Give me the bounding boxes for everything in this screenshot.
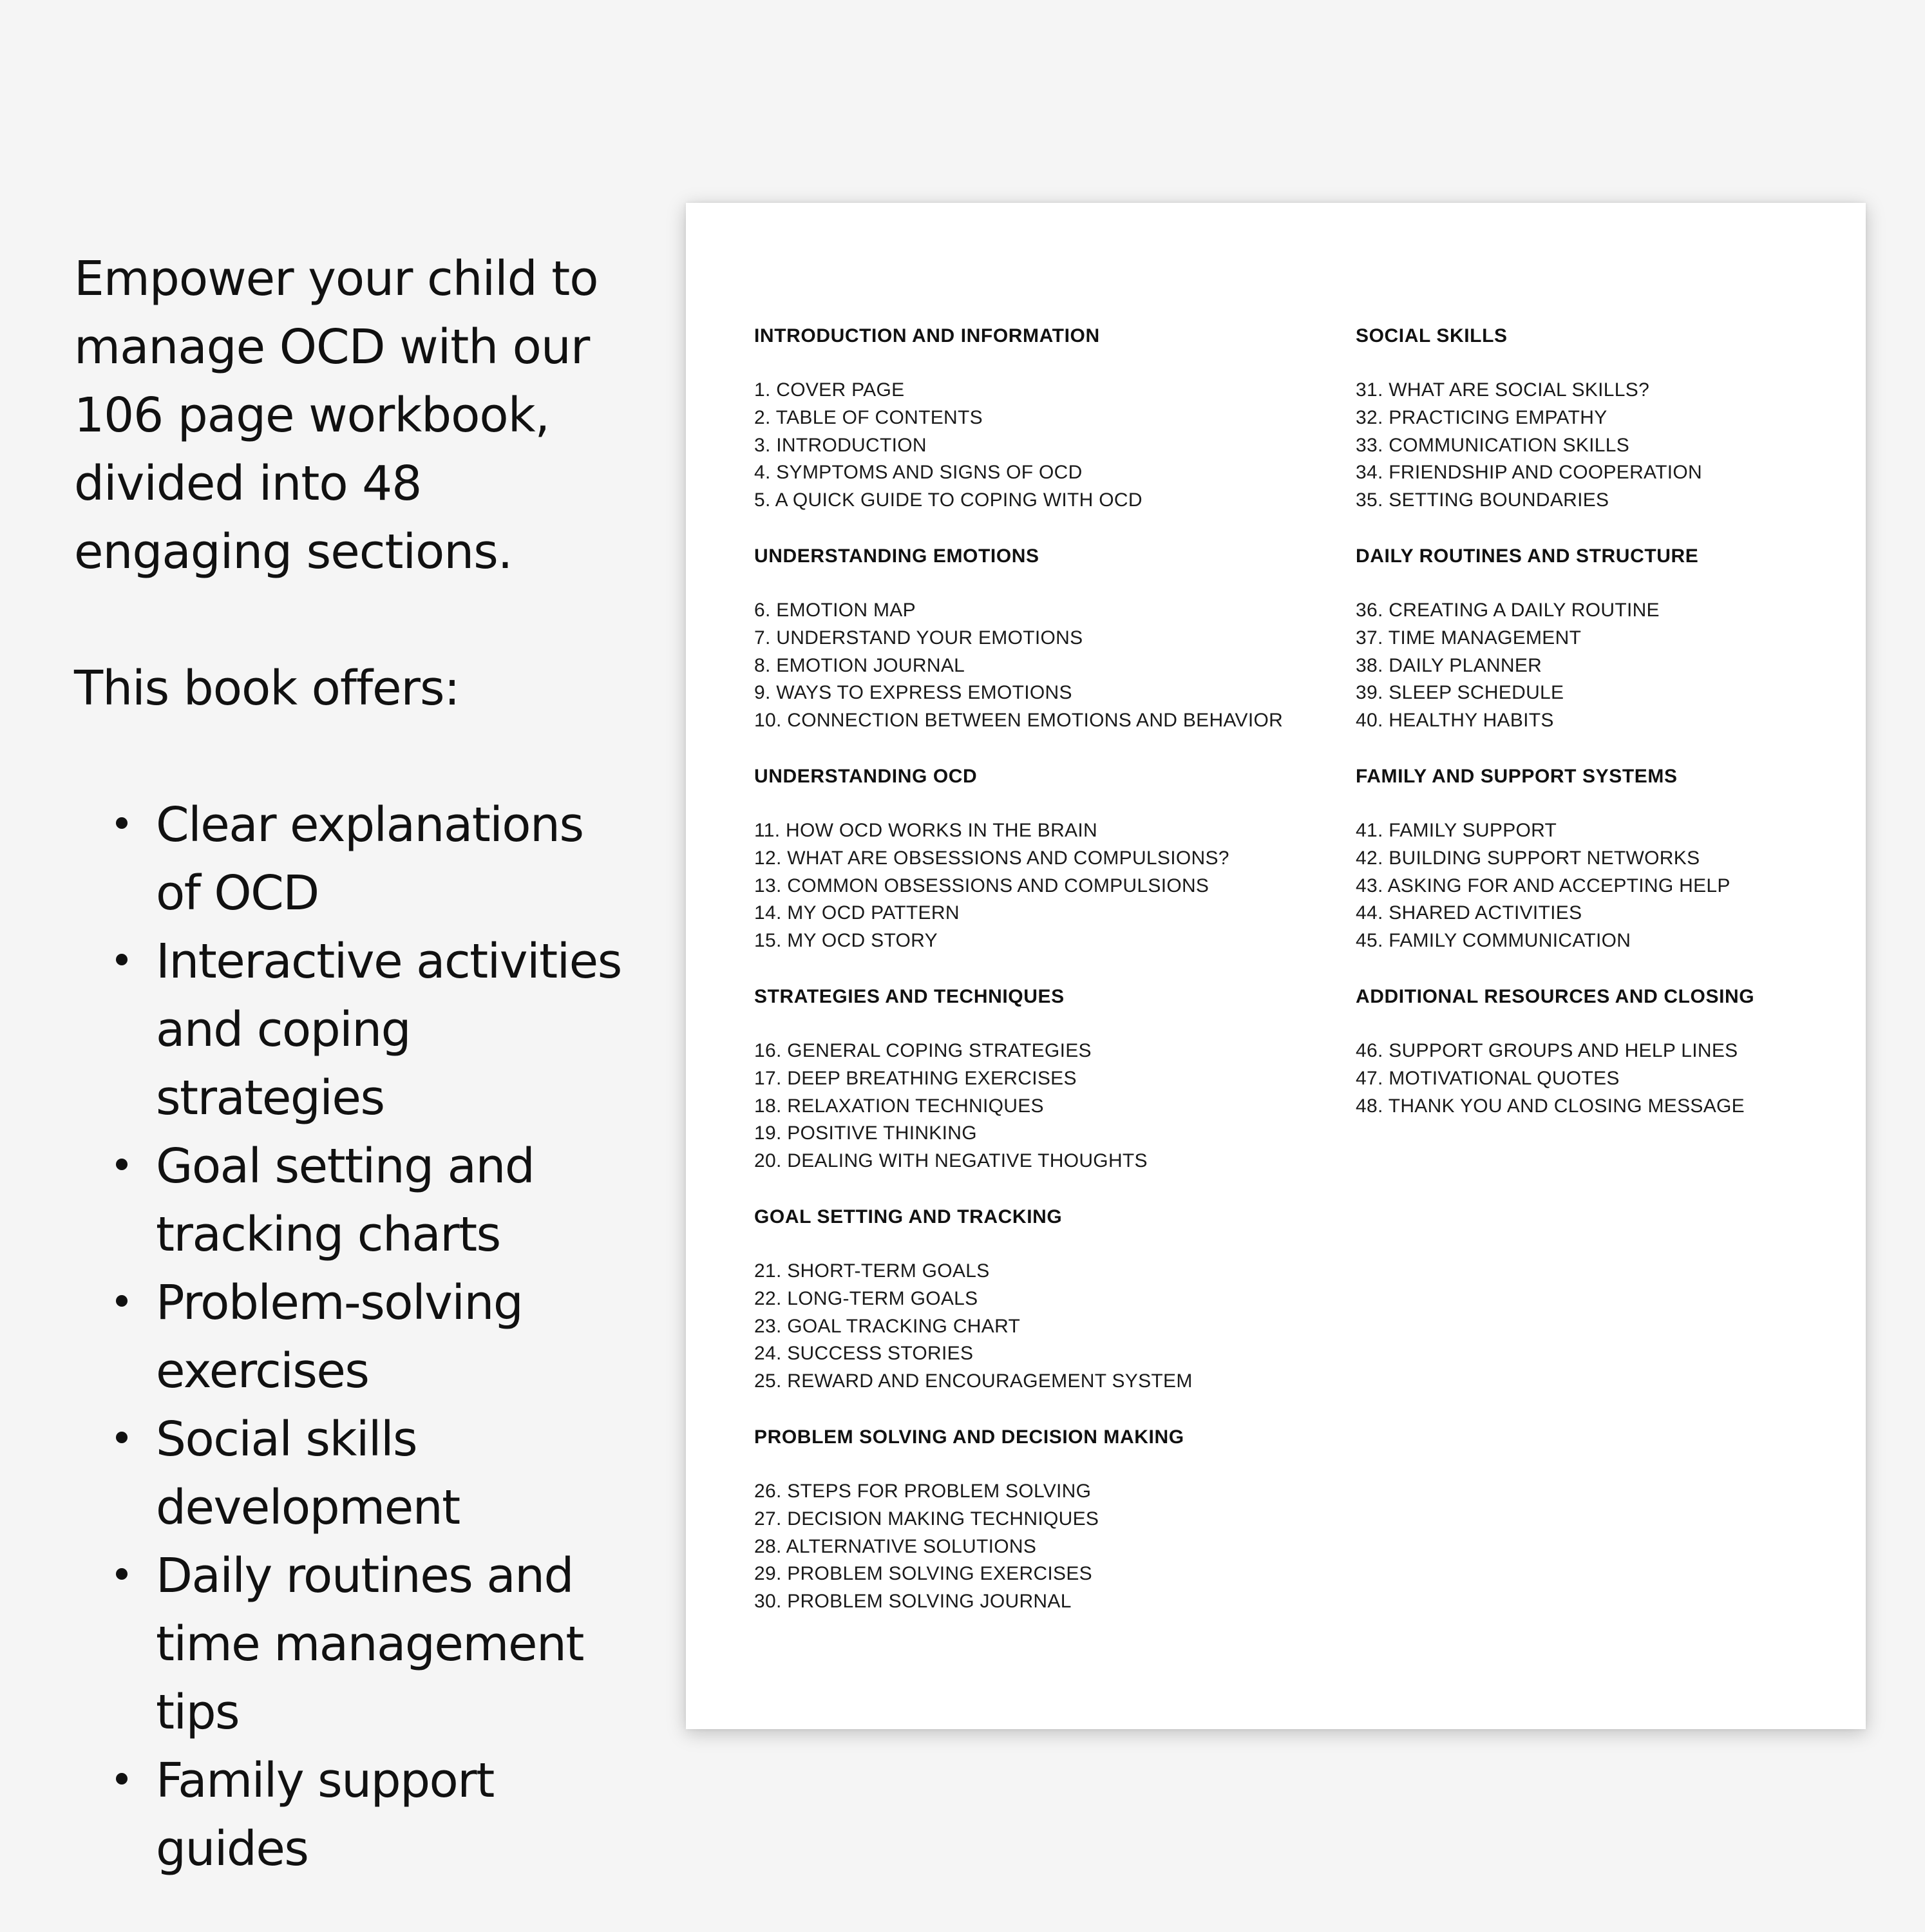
toc-item: 18. RELAXATION TECHNIQUES [754, 1095, 1044, 1117]
toc-item: 16. GENERAL COPING STRATEGIES [754, 1040, 1092, 1061]
toc-section-items [754, 1037, 1347, 1175]
toc-item: 26. STEPS FOR PROBLEM SOLVING [754, 1481, 1092, 1502]
toc-section-heading: SOCIAL SKILLS [1356, 325, 1508, 346]
toc-section-items [1356, 377, 1819, 515]
toc-item: 42. BUILDING SUPPORT NETWORKS [1356, 847, 1700, 869]
toc-item: 28. ALTERNATIVE SOLUTIONS [754, 1535, 1037, 1557]
toc-section [1356, 542, 1819, 762]
toc-section [754, 542, 1347, 762]
toc-item: 40. HEALTHY HABITS [1356, 710, 1554, 732]
bullet-icon [116, 817, 128, 829]
toc-section-heading: INTRODUCTION AND INFORMATION [754, 325, 1100, 346]
toc-item: 31. WHAT ARE SOCIAL SKILLS? [1356, 379, 1650, 401]
toc-section-heading: ADDITIONAL RESOURCES AND CLOSING [1356, 986, 1755, 1007]
toc-item: 20. DEALING WITH NEGATIVE THOUGHTS [754, 1150, 1148, 1172]
offers-label: This book offers: [74, 661, 460, 716]
toc-section-heading: UNDERSTANDING EMOTIONS [754, 545, 1039, 567]
toc-item: 8. EMOTION JOURNAL [754, 654, 965, 676]
toc-item: 43. ASKING FOR AND ACCEPTING HELP [1356, 875, 1731, 896]
toc-section-items [754, 597, 1347, 735]
benefit-item: Family support guides [156, 1747, 628, 1883]
toc-section-heading: PROBLEM SOLVING AND DECISION MAKING [754, 1426, 1184, 1448]
toc-column-right [1356, 322, 1819, 1203]
bullet-icon [116, 1295, 128, 1307]
toc-item: 36. CREATING A DAILY ROUTINE [1356, 600, 1660, 621]
toc-item: 47. MOTIVATIONAL QUOTES [1356, 1067, 1620, 1089]
toc-item: 11. HOW OCD WORKS IN THE BRAIN [754, 820, 1097, 841]
toc-section [754, 762, 1347, 983]
toc-section-heading: DAILY ROUTINES AND STRUCTURE [1356, 545, 1699, 567]
toc-page [686, 203, 1866, 1729]
toc-item: 10. CONNECTION BETWEEN EMOTIONS AND BEHAVIOR [754, 710, 1284, 732]
toc-section [754, 983, 1347, 1203]
benefits-list [74, 791, 628, 1883]
toc-section-items [1356, 1037, 1819, 1120]
toc-section [1356, 983, 1819, 1203]
benefit-item: Social skills development [156, 1405, 628, 1542]
toc-item: 2. TABLE OF CONTENTS [754, 406, 983, 428]
toc-section [754, 1203, 1347, 1423]
toc-item: 19. POSITIVE THINKING [754, 1122, 977, 1144]
toc-section-heading: STRATEGIES AND TECHNIQUES [754, 986, 1065, 1007]
toc-section [754, 1423, 1347, 1643]
toc-section-heading: UNDERSTANDING OCD [754, 766, 978, 787]
toc-item: 17. DEEP BREATHING EXERCISES [754, 1067, 1077, 1089]
bullet-icon [116, 1159, 128, 1170]
toc-section-items [1356, 597, 1819, 735]
toc-section [754, 322, 1347, 542]
toc-item: 15. MY OCD STORY [754, 930, 938, 952]
toc-item: 30. PROBLEM SOLVING JOURNAL [754, 1591, 1072, 1613]
toc-section-heading: GOAL SETTING AND TRACKING [754, 1206, 1063, 1227]
toc-section-items [754, 377, 1347, 515]
toc-item: 27. DECISION MAKING TECHNIQUES [754, 1508, 1099, 1530]
promo-intro: Empower your child to manage OCD with our 106 page workbook, divided into 48 engaging sections. [74, 251, 598, 580]
toc-section-items [754, 817, 1347, 955]
toc-section-items [754, 1478, 1347, 1616]
benefit-item: Clear explanations of OCD [156, 791, 628, 927]
toc-item: 6. EMOTION MAP [754, 600, 916, 621]
toc-column-left [754, 322, 1347, 1643]
toc-item: 48. THANK YOU AND CLOSING MESSAGE [1356, 1095, 1745, 1117]
toc-item: 23. GOAL TRACKING CHART [754, 1315, 1021, 1337]
toc-item: 24. SUCCESS STORIES [754, 1343, 974, 1365]
toc-item: 22. LONG-TERM GOALS [754, 1287, 978, 1309]
toc-section [1356, 762, 1819, 983]
toc-item: 35. SETTING BOUNDARIES [1356, 489, 1609, 511]
toc-item: 34. FRIENDSHIP AND COOPERATION [1356, 462, 1702, 484]
toc-item: 3. INTRODUCTION [754, 434, 927, 456]
benefit-item: Goal setting and tracking charts [156, 1132, 628, 1269]
toc-item: 12. WHAT ARE OBSESSIONS AND COMPULSIONS? [754, 847, 1229, 869]
toc-item: 7. UNDERSTAND YOUR EMOTIONS [754, 627, 1083, 649]
toc-section-items [1356, 817, 1819, 955]
toc-item: 44. SHARED ACTIVITIES [1356, 902, 1582, 924]
toc-item: 46. SUPPORT GROUPS AND HELP LINES [1356, 1040, 1738, 1061]
benefit-item: Problem-solving exercises [156, 1269, 628, 1405]
toc-item: 32. PRACTICING EMPATHY [1356, 406, 1607, 428]
bullet-icon [116, 954, 128, 965]
toc-item: 29. PROBLEM SOLVING EXERCISES [754, 1563, 1092, 1585]
toc-item: 21. SHORT-TERM GOALS [754, 1260, 990, 1282]
benefit-item: Interactive activities and coping strategies [156, 927, 628, 1132]
toc-item: 41. FAMILY SUPPORT [1356, 820, 1557, 841]
toc-item: 9. WAYS TO EXPRESS EMOTIONS [754, 682, 1072, 704]
toc-item: 5. A QUICK GUIDE TO COPING WITH OCD [754, 489, 1143, 511]
toc-item: 39. SLEEP SCHEDULE [1356, 682, 1564, 704]
toc-item: 37. TIME MANAGEMENT [1356, 627, 1582, 649]
toc-item: 4. SYMPTOMS AND SIGNS OF OCD [754, 462, 1083, 484]
toc-item: 45. FAMILY COMMUNICATION [1356, 930, 1631, 952]
toc-section-heading: FAMILY AND SUPPORT SYSTEMS [1356, 766, 1678, 787]
toc-section [1356, 322, 1819, 542]
toc-item: 33. COMMUNICATION SKILLS [1356, 434, 1630, 456]
bullet-icon [116, 1568, 128, 1580]
toc-item: 1. COVER PAGE [754, 379, 905, 401]
toc-item: 38. DAILY PLANNER [1356, 654, 1542, 676]
promo-panel [74, 245, 628, 1883]
benefit-item: Daily routines and time management tips [156, 1542, 628, 1747]
toc-item: 13. COMMON OBSESSIONS AND COMPULSIONS [754, 875, 1209, 896]
toc-item: 25. REWARD AND ENCOURAGEMENT SYSTEM [754, 1370, 1193, 1392]
bullet-icon [116, 1432, 128, 1443]
bullet-icon [116, 1773, 128, 1785]
toc-item: 14. MY OCD PATTERN [754, 902, 960, 924]
toc-section-items [754, 1258, 1347, 1396]
